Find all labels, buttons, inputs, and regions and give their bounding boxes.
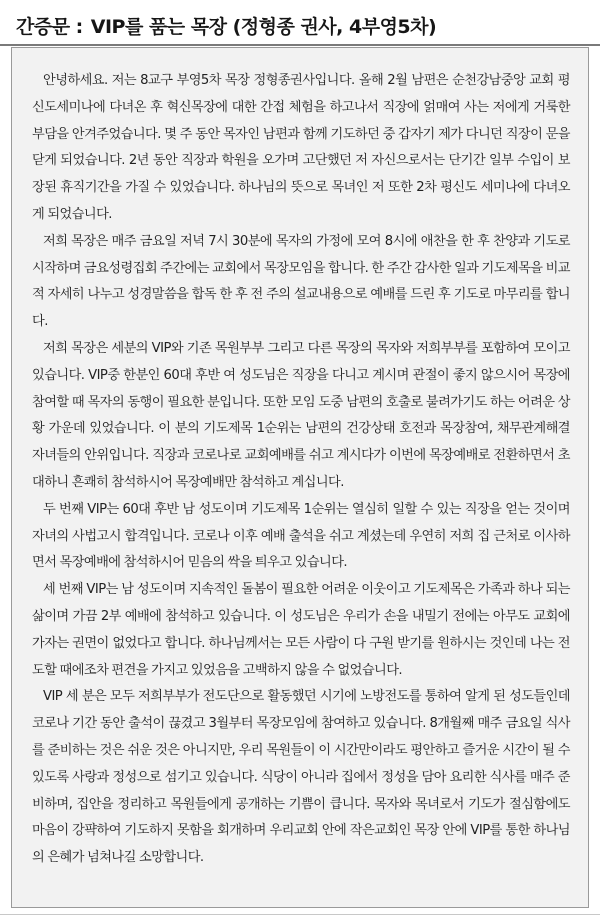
paragraph-2: 저희 목장은 매주 금요일 저녁 7시 30분에 목자의 가정에 모여 8시에 애찬을 한 후 찬양과 기도로 시작하며 금요성령집회 주간에는 교회에서 목장모임을 합니다. 한 주간 감사한 일과 기도제목을 비교적 자세히 나누고 성경말씀을 합독 한 후 전 주의 설교내용으로 예배를 드린 후 기도로 마무리를 합니다. [32,233,570,330]
header-label: 간증문 : [16,16,83,38]
paragraph-6: VIP 세 분은 모두 저희부부가 전도단으로 활동했던 시기에 노방전도를 통하여 알게 된 성도들인데 코로나 기간 동안 출석이 끊겼고 3월부터 목장모임에 참여하고 있습니다. 8개월째 매주 금요일 식사를 준비하는 것은 쉬운 것은 아니지만, 우리 목원들이 이 시간만이라도 평안하고 즐거운 시간이 될 수 있도록 사랑과 정성으로 섬기고 있습니다. 식당이 아니라 집에서 정성을 담아 요리한 식사를 매주 준비하며, 집안을 정리하고 목원들에게 공개하는 기쁨이 큽니다. 목자와 목녀로서 기도가 절심함에도 마음이 강퍅하여 기도하지 못함을 회개하며 우리교회 안에 작은교회인 목장 안에 VIP를 통한 하나님의 은혜가 넘쳐나길 소망합니다. [32,689,570,866]
paragraph-5: 세 번째 VIP는 남 성도이며 지속적인 돌봄이 필요한 어려운 이웃이고 기도제목은 가족과 하나 되는 삶이며 가끔 2부 예배에 참석하고 있습니다. 이 성도님은 우리가 손을 내밀기 전에는 아무도 교회에 가자는 권면이 없었다고 합니다. 하나님께서는 모든 사람이 다 구원 받기를 원하시는 것인데 나는 전도할 때에조차 편견을 가지고 있었음을 고백하지 않을 수 없었습니다. [32,582,570,678]
paragraph-1: 안녕하세요. 저는 8교구 부영5차 목장 정형종권사입니다. 올해 2월 남편은 순천강남중앙 교회 평신도세미나에 다녀온 후 혁신목장에 대한 간접 체험을 하고나서 직장에 얽매여 사는 저에게 거룩한 부담을 안겨주었습니다. 몇 주 동안 목자인 남편과 함께 기도하던 중 갑자기 제가 다니던 직장이 문을 닫게 되었습니다. 2년 동안 직장과 학원을 오가며 고단했던 저 자신으로서는 단기간 일부 수입이 보장된 휴직기간을 가질 수 있었습니다. 하나님의 뜻으로 목녀인 저 또한 2차 평신도 세미나에 다녀오게 되었습니다. [32,73,570,222]
paragraph-3: 저희 목장은 세분의 VIP와 기존 목원부부 그리고 다른 목장의 목자와 저희부부를 포함하여 모이고 있습니다. VIP중 한분인 60대 후반 여 성도님은 직장을 다니고 계시며 관절이 좋지 않으시어 목장에 참여할 때 목자의 동행이 필요한 분입니다. 또한 모임 도중 남편의 호출로 불려가기도 하는 어려운 상황 가운데 있었습니다. 이 분의 기도제목 1순위는 남편의 건강상태 호전과 목장참여, 채무관계해결 자녀들의 안위입니다. 직장과 코로나로 교회예배를 쉬고 계시다가 이번에 목장예배로 전환하면서 초대하니 흔쾌히 참석하시어 목장예배만 참석하고 계십니다. [32,340,570,490]
footer-divider [0,914,600,915]
header-divider [0,44,600,46]
page-header [0,0,600,46]
page-title: VIP를 품는 목장 (정형종 권사, 4부영5차) [90,16,437,38]
testimony-body [11,47,589,908]
paragraph-4: 두 번째 VIP는 60대 후반 남 성도이며 기도제목 1순위는 열심히 일할 수 있는 직장을 얻는 것이며 자녀의 사법고시 합격입니다. 코로나 이후 예배 출석을 쉬고 계셨는데 우연히 저희 집 근처로 이사하면서 목장예배에 참석하시어 믿음의 싹을 틔우고 있습니다. [32,501,570,571]
